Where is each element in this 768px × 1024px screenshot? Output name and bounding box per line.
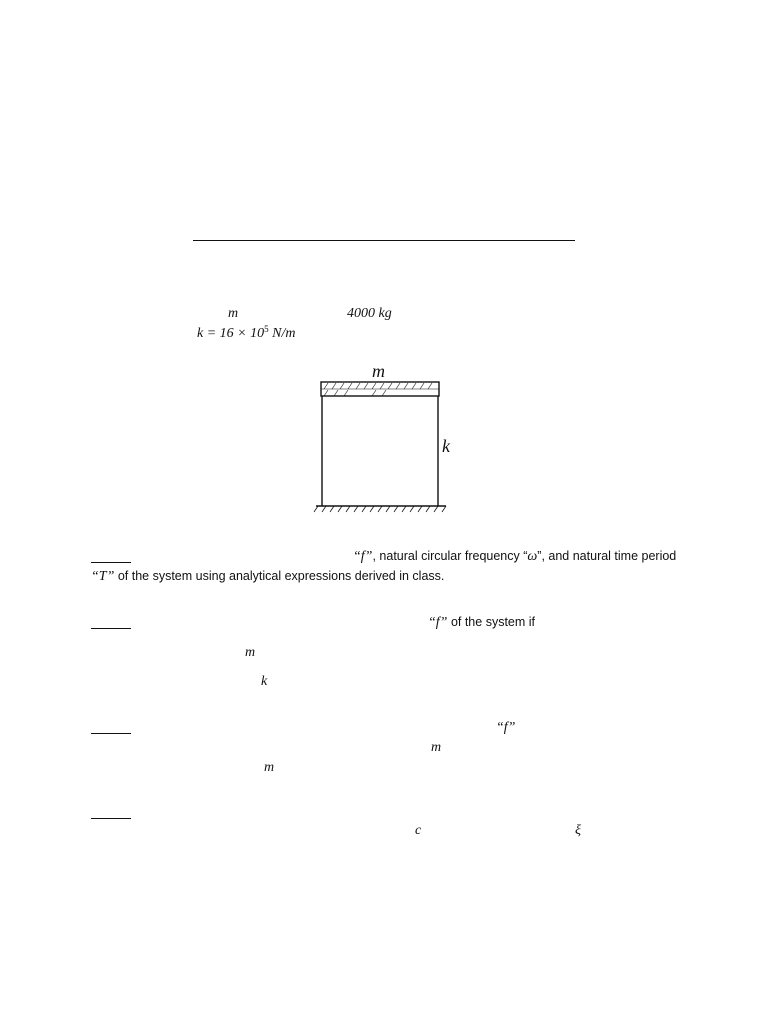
q1-line2: “T” of the system using analytical expressions derived in class. bbox=[91, 569, 445, 584]
figure-stiffness-label: k bbox=[442, 436, 450, 456]
q4-var-xi: ξ bbox=[575, 823, 581, 838]
q3-blank bbox=[91, 733, 131, 734]
figure-mass-label: m bbox=[372, 361, 385, 381]
q1-line1: “f”, natural circular frequency “ω”, and natural time period bbox=[353, 549, 677, 564]
q2-var-m: m bbox=[245, 645, 256, 660]
q4-blank bbox=[91, 818, 131, 819]
q3-var-m-1: m bbox=[431, 740, 442, 755]
mass-value: 4000 kg bbox=[347, 306, 392, 321]
q4-var-c: c bbox=[415, 823, 422, 838]
q3-symbol-f: “f” bbox=[496, 720, 516, 735]
q1-blank bbox=[91, 562, 131, 563]
q2-var-k: k bbox=[261, 674, 268, 689]
title-underline bbox=[193, 240, 575, 241]
ground-hatching bbox=[314, 506, 446, 512]
stiffness-value: $k = 16 \times 10^5$ N/m bbox=[197, 324, 296, 341]
mass-symbol: m bbox=[228, 306, 239, 321]
q2-line1: “f” of the system if bbox=[428, 615, 535, 630]
portal-frame-figure bbox=[310, 358, 460, 514]
q3-var-m-2: m bbox=[264, 760, 275, 775]
q2-blank bbox=[91, 628, 131, 629]
